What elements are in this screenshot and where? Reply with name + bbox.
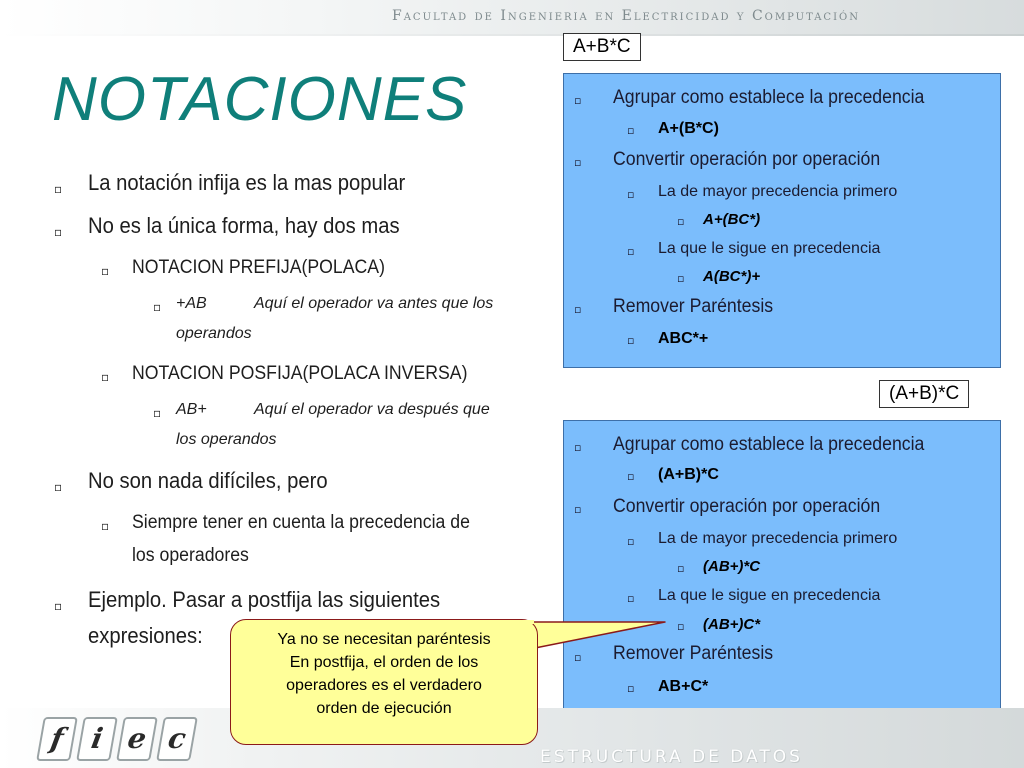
bullet-icon: ▫ [627, 188, 635, 201]
bullet-icon: ▫ [627, 245, 635, 258]
logo-letter: e [116, 717, 158, 761]
step-convert: Convertir operación por operación [613, 496, 881, 517]
prefix-description: Aquí el operador va antes que los [254, 295, 494, 312]
bullet-icon: ▫ [677, 620, 685, 633]
callout-line: orden de ejecución [316, 700, 452, 717]
bullet-example-cont: expresiones: [88, 623, 203, 648]
bullet-icon: ▫ [627, 334, 635, 347]
callout-seam [472, 620, 534, 624]
bullet-icon: ▫ [574, 651, 582, 664]
bullet-icon: ▫ [627, 535, 635, 548]
callout-note [230, 619, 538, 745]
expression-label-1: A+B*C [563, 33, 641, 61]
step-group: Agrupar como establece la precedencia [613, 87, 925, 108]
step-next-result: A(BC*)+ [703, 268, 761, 285]
prefix-example: +AB [176, 295, 207, 312]
postfix-description: Aquí el operador va después que [254, 401, 490, 418]
bullet-icon: ▫ [54, 225, 63, 239]
bullet-icon: ▫ [574, 503, 582, 516]
step-convert: Convertir operación por operación [613, 149, 881, 170]
bullet-icon: ▫ [101, 519, 110, 533]
institution-header: Facultad de Ingenieria en Electricidad y Computación [392, 8, 860, 24]
bullet-icon: ▫ [101, 264, 110, 278]
bullet-example: Ejemplo. Pasar a postfija las siguientes [88, 587, 441, 612]
step-highest-result: A+(BC*) [703, 211, 761, 228]
bullet-icon: ▫ [627, 592, 635, 605]
callout-line: Ya no se necesitan paréntesis [277, 631, 491, 648]
step-group-result: (A+B)*C [658, 466, 719, 483]
step-highest-precedence: La de mayor precedencia primero [658, 183, 898, 200]
bullet-icon: ▫ [574, 94, 582, 107]
postfix-example: AB+ [176, 401, 207, 418]
postfix-description-cont: los operandos [176, 431, 277, 448]
bullet-precedence-cont: los operadores [132, 545, 249, 566]
bullet-icon: ▫ [574, 303, 582, 316]
callout-line: En postfija, el orden de los [289, 654, 479, 671]
slide-title: NOTACIONES [52, 65, 468, 134]
bullet-icon: ▫ [574, 156, 582, 169]
logo-letter: i [76, 717, 118, 761]
bullet-icon: ▫ [677, 272, 685, 285]
bullet-icon: ▫ [574, 441, 582, 454]
bullet-precedence: Siempre tener en cuenta la precedencia de [132, 512, 470, 533]
step-next-precedence: La que le sigue en precedencia [658, 240, 881, 257]
step-final-result: ABC*+ [658, 330, 709, 347]
step-highest-precedence: La de mayor precedencia primero [658, 530, 898, 547]
step-final-result: AB+C* [658, 678, 709, 695]
bullet-icon: ▫ [101, 370, 110, 384]
bullet-icon: ▫ [153, 406, 162, 420]
callout-line: operadores es el verdadero [286, 677, 482, 694]
expression-label-2: (A+B)*C [879, 380, 969, 408]
step-next-result: (AB+)C* [703, 616, 761, 633]
course-subject: ESTRUCTURA DE DATOS [540, 747, 803, 767]
bullet-icon: ▫ [627, 124, 635, 137]
bullet-infix-popular: La notación infija es la mas popular [88, 170, 406, 195]
step-next-precedence: La que le sigue en precedencia [658, 587, 881, 604]
bullet-prefix-notation: NOTACION PREFIJA(POLACA) [132, 257, 385, 278]
bullet-icon: ▫ [54, 480, 63, 494]
bullet-icon: ▫ [627, 470, 635, 483]
bullet-icon: ▫ [54, 182, 63, 196]
step-group: Agrupar como establece la precedencia [613, 434, 925, 455]
logo-letter: f [36, 717, 78, 761]
bullet-icon: ▫ [54, 599, 63, 613]
bullet-not-difficult: No son nada difíciles, pero [88, 468, 328, 493]
bullet-icon: ▫ [153, 300, 162, 314]
bullet-icon: ▫ [627, 682, 635, 695]
bullet-postfix-notation: NOTACION POSFIJA(POLACA INVERSA) [132, 363, 468, 384]
step-group-result: A+(B*C) [658, 120, 719, 137]
bullet-two-more: No es la única forma, hay dos mas [88, 213, 400, 238]
prefix-description-cont: operandos [176, 325, 252, 342]
step-remove-parens: Remover Paréntesis [613, 643, 774, 664]
bullet-icon: ▫ [677, 215, 685, 228]
step-remove-parens: Remover Paréntesis [613, 296, 774, 317]
logo-letter: c [156, 717, 198, 761]
step-highest-result: (AB+)*C [703, 558, 761, 575]
bullet-icon: ▫ [677, 562, 685, 575]
